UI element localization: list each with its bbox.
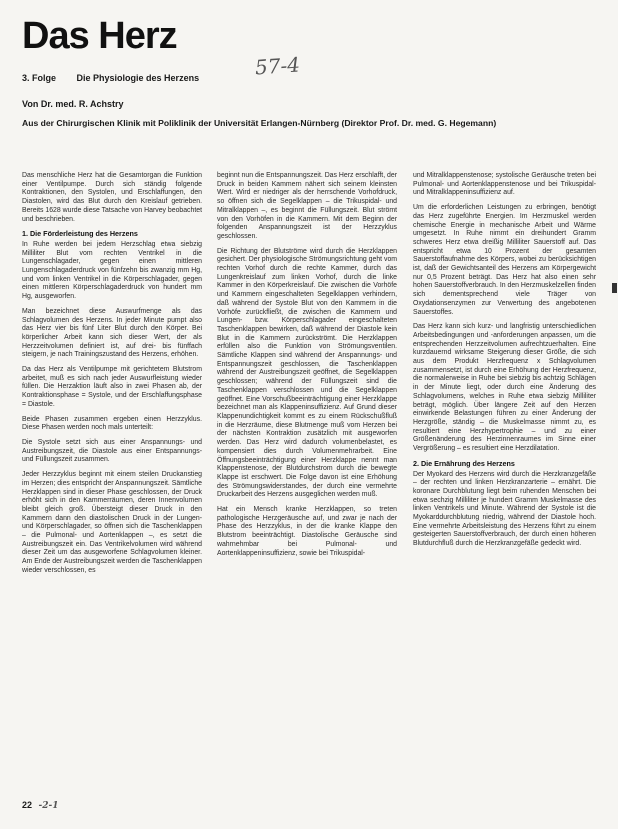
handwritten-mark: -2-1 (38, 801, 59, 811)
text-column-3 (413, 172, 596, 555)
paragraph: In Ruhe werden bei jedem Herzschlag etwa siebzig Milliliter Blut vom rechten Ventrikel in die Lungenschlagader, gegen einen mittleren Lungenschlagaderdruck von fünfzehn bis zwanzig mm Hg, und vom linken Ventrikel in die Körperschlagader, gegen einen mittleren Körperschlagaderdruck von hundert mm Hg, ausgeworfen. (22, 240, 202, 301)
section-heading: 1. Die Förderleistung des Herzens (22, 229, 138, 239)
paragraph: Da das Herz als Ventilpumpe mit gerichtetem Blutstrom arbeitet, muß es sich nach jeder Auswurfleistung wieder füllen. Die Herzaktion läuft also in zwei Phasen ab, der Kontraktionsphase = Systole, und der Erschlaffungsphase = Diastole. (22, 366, 202, 408)
section-heading: 2. Die Ernährung des Herzens (413, 458, 515, 468)
paragraph: Um die erforderlichen Leistungen zu erbringen, benötigt das Herz zugeführte Energien. Im Herzmuskel werden chemische Energie in mechanische Arbeit und Wärme umgesetzt. In Ruhe nimmt ein dreihundert Gramm schweres Herz etwa dreißig Milliliter Sauerstoff auf. Das entspricht etwa 10 Prozent der gesamten Sauerstoffaufnahme des Körpers, wobei zu berücksichtigen ist, daß der Gewichtsanteil des Herzens am Körpergewicht nur 0,5 Prozent beträgt. Das Herz hat also einen sehr hohen Sauerstoffverbrauch. In den Herzmuskelzellen finden sich dementsprechend viele Träger von Oxydationsenzymen zur Verwertung des angebotenen Sauerstoffes. (413, 204, 596, 316)
handwritten-note: 57-4 (254, 52, 301, 80)
paragraph: Hat ein Mensch kranke Herzklappen, so treten pathologische Herzgeräusche auf, und zwar je nach der Phase des Herzzyklus, in der die kranke Klappe den Blutstrom beeinträchtigt. Diastolische Geräusche sind wahrnehmbar bei Pulmonal- und Aortenklappeninsuffizienz, sowie bei Trikuspidal- (217, 506, 397, 557)
series-topic: Die Physiologie des Herzens (76, 73, 200, 83)
page-number: 22 (22, 800, 33, 810)
paragraph: Beide Phasen zusammen ergeben einen Herzzyklus. Diese Phasen werden noch mals unterteilt: (22, 415, 202, 432)
paragraph: Die Richtung der Blutströme wird durch die Herzklappen gesichert. Der physiologische Strömungsrichtung geht vom rechten Vorhof durch die rechte Kammer, durch das Lungenkreislauf zum linken Vorhof, durch die linke Kammer in den Körperkreislauf. Die zwischen die Vorhöfe und Kammern eingeschalteten Segelklappen verhindern, daß während der Systole Blut von den Kammern in die Vorhöfe zurückfließt, die zwischen die Kammern und Lungen- bzw. Körperschlagader eingeschalteten Taschenklappen bewirken, daß während der Diastole kein Blut in die Kammern zurückströmt. Die Herzklappen erfüllen also die Funktion von Strömungsventilen. Sämtliche Klappen sind während der Anspannungs- und Entspannungszeit geschlossen, die Taschenklappen während der Austreibungszeit geöffnet, die Segelklappen geschlossen; während der Füllungszeit sind die Taschenklappen verschlossen und die Segelklappen geöffnet. Eine Vorschußbeeinträchtigung einer Herzklappe bezeichnet man als Klappeninsuffizienz. Auf Grund dieser Klappenundichtigkeit kommt es zu einem Rückschußfluß in die Herzräume, diese Blutmenge muß vom Herzen bei der nächsten Kontraktion zusätzlich mit ausgeworfen werden. Das Herz wird dadurch volumenbelastet, es kompensiert dies durch Volumenmehrarbeit. Eine Öffnungsbeeinträchtigung einer Herzklappe nennt man Klappenstenose, der Blutdurchstrom durch die bewegte Klappe ist erschwert. Die Folge davon ist eine Erhöhung des Strömungswiderstandes, der durch eine vermehrte Druckarbeit des Herzens ausgeglichen werden muß. (217, 247, 398, 499)
paragraph: und Mitralklappenstenose; systolische Geräusche treten bei Pulmonal- und Aortenklappenstenose und bei Trikuspidal- und Mitralklappeninsuffizienz auf. (413, 172, 596, 197)
paragraph: Das Herz kann sich kurz- und langfristig unterschiedlichen Arbeitsbedingungen und -anforderungen anpassen, um die entsprechenden Herzzeitvolumen aufrechtzuerhalten. Eine kurzdauernd wirksame Steigerung dieser Größe, die sich aus dem Produkt Herzfrequenz x Schlagvolumen zusammensetzt, ist durch eine Erhöhung der Herzfrequenz, die normalerweise in Ruhe bei siebzig bis achtzig Schlägen in der Minute liegt, oder durch eine Änderung des Schlagvolumens, welches in Ruhe etwa siebzig Milliliter beträgt, möglich. Über längere Zeit auf den Herzen einwirkende Belastungen führen zu einer Änderung der Herzgröße, ständig – die Muskelmasse nimmt zu, es resultiert eine Herzhypertrophie – und zu einer Größenänderung des Herzinnenraumes im Sinne einer Vergrößerung – es resultiert eine Herzdilatation. (413, 323, 596, 453)
text-column-2 (217, 172, 397, 564)
paragraph: Das menschliche Herz hat die Gesamtorgan die Funktion einer Ventilpumpe. Durch sich ständig folgende Kontraktionen, den Systolen, und Erschlaffungen, den Diastolen, wird das Blut durch den Kreislauf getrieben. Bereits 1628 wurde diese Tatsache von Harvey beobachtet und beschrieben. (22, 172, 202, 223)
author-line: Von Dr. med. R. Achstry (22, 99, 124, 109)
paragraph: Die Systole setzt sich aus einer Anspannungs- und Austreibungszeit, die Diastole aus einer Entspannungs- und Füllungszeit zusammen. (22, 438, 202, 464)
paragraph: Jeder Herzzyklus beginnt mit einem steilen Druckanstieg im Herzen; dies entspricht der Anspannungszeit. Sämtliche Herzklappen sind in dieser Phase geschlossen, der Druck erhöht sich in den Kammerräumen, deren Innenvolumen bleibt gleich groß. Übersteigt dieser Druck in den Kammern dann den diastolischen Druck in der Lungen- und Körperschlagader, so öffnen sich die Taschenklappen – die Pulmonal- und Aortenklappen –, es setzt die Austreibungszeit ein. Das Ventrikelvolumen wird während dieser Zeit um das ausgeworfene Schlagvolumen kleiner. Am Ende der Austreibungszeit werden die Taschenklappen wieder verschlossen, es (22, 471, 203, 574)
paragraph: Der Myokard des Herzens wird durch die Herzkranzgefäße – der rechten und linken Herzkranzarterie – ernährt. Die koronare Durchblutung liegt beim ruhenden Menschen bei etwa sechzig Milliliter je hundert Gramm Muskelmasse des linken Ventrikels und Minute. Während der Systole ist die Myokarddurchblutung niedrig, während der Diastole hoch. Eine vermehrte Arbeitsleistung des Herzens führt zu einem gesteigerten Sauerstoffverbrauch, der durch einen höheren Blutdurchfluß durch die Herzkranzgefäße gedeckt wird. (413, 470, 596, 548)
paragraph: Man bezeichnet diese Auswurfmenge als das Schlagvolumen des Herzens. In jeder Minute pumpt also das Herz vier bis fünf Liter Blut durch den Körper. Bei körperlicher Arbeit kann sich dieser Wert, der als Herzzeitvolumen definiert ist, auf drei- bis fünffach steigern, je nach Trainingszustand des Herzens, erhöhen. (22, 307, 202, 359)
page-footer (22, 800, 59, 811)
paragraph: beginnt nun die Entspannungszeit. Das Herz erschlafft, der Druck in beiden Kammern nähert sich seinem kleinsten Wert. Wird er niedriger als der herrschende Vorhofdruck, so öffnen sich die Segelklappen – die Trikuspidal- und Mitralklappen –, es beginnt die Füllungszeit. Blut strömt von den Vorhöfen in die Kammern. Mit dem Beginn der folgenden Anspannungszeit ist der Herzzyklus geschlossen. (217, 172, 397, 240)
affiliation-line: Aus der Chirurgischen Klinik mit Poliklinik der Universität Erlangen-Nürnberg (Direktor Prof. Dr. med. G. Hegemann) (22, 118, 497, 128)
text-column-1 (22, 172, 202, 582)
scan-edge-mark (612, 283, 617, 293)
article-title: Das Herz (22, 15, 177, 57)
series-line (22, 73, 217, 83)
series-part: 3. Folge (22, 73, 57, 83)
